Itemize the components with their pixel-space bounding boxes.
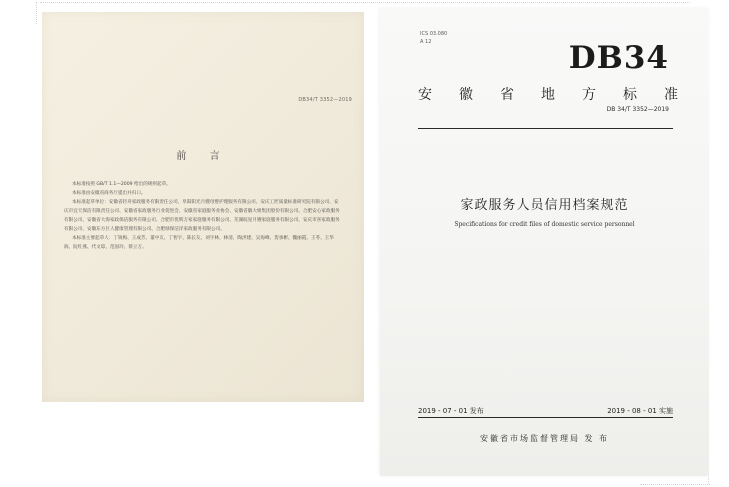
foreword-paragraph: 本标准主要起草人：丁锐梅、王成芳、董中友、丁智宇、陈长友、刘宇林、林清、陶洪建、吴海峰、贺承彬、魏丽霞、王苓、王华海、阮红燕、代文琼、范国玲、蔡立万。 [64,236,334,250]
standard-kind-char: 安 [418,87,432,103]
issuing-authority: 安徽省市场监督管理局 发 布 [479,434,610,443]
publish-date: 2019 - 07 - 01 发布 [418,407,484,415]
ics-code: ICS 03.080 [420,31,448,37]
classification-codes [420,30,447,46]
foreword-paragraph: 本标准按照 GB/T 1.1—2009 给出的规则起草。 [72,182,171,187]
foreword-doc-number: DB34/T 3352—2019 [298,97,352,103]
standard-kind-char: 徽 [459,87,473,103]
foreword-page [42,12,364,402]
standard-title-chinese: 家政服务人员信用档案规范 [460,198,629,213]
decorative-dotted-border-left [36,2,37,24]
standard-kind-char: 准 [664,87,678,103]
standard-kind-char: 地 [541,87,555,103]
cover-page [380,8,709,476]
ccs-code: A 12 [420,39,432,45]
cover-top-rule [418,128,673,129]
decorative-dotted-border-bottom [640,484,710,485]
cover-doc-number: DB 34/T 3352—2019 [606,106,669,113]
foreword-body [64,180,342,252]
decorative-dotted-border-top [40,2,690,3]
standard-logo: DB34 [568,40,669,76]
foreword-paragraph: 本标准由安徽省商务厅提出并归口。 [72,191,146,196]
foreword-paragraph: 本标准起草单位：安徽省轻舟家政服务有限责任公司、阜阳阳光月嫂母婴护理服务有限公司、安庆工匠质量标准研究院有限公司、安庆市宜天保洁有限责任公司、安徽省家政服务行业促进会、安徽省家庭服务业协会、安徽省徽大姐集团股份有限公司、合肥安心家政服务有限公司、安徽省大海家政保洁服务有限公司、合肥市优辉万家家庭服务有限公司、芜湖皖星月嫂家庭服务有限公司、安庆市喜家政服务有限公司、安徽东方巨人健康管理有限公司、合肥绿保洁洋家政服务有限公司。 [64,200,340,232]
standard-kind-char: 省 [500,87,514,103]
cover-bottom-rule [418,417,673,418]
standard-kind [418,84,678,104]
standard-kind-char: 标 [623,87,637,103]
foreword-title: 前 言 [176,151,230,162]
standard-title-english: Specifications for credit files of domestic service personnel [454,221,635,228]
implement-date: 2019 - 08 - 01 实施 [607,407,673,415]
standard-kind-char: 方 [582,87,596,103]
